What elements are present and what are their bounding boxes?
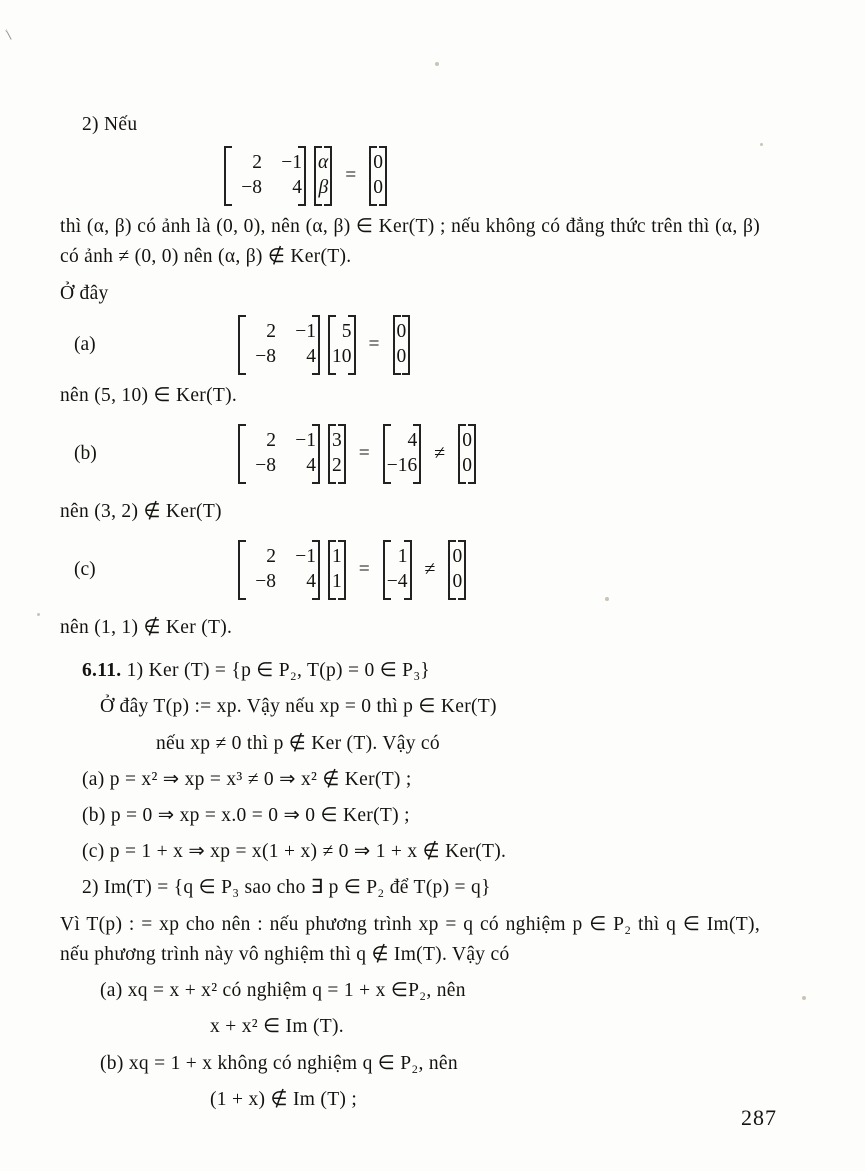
page-number: 287	[741, 1105, 777, 1130]
equals-operator: =	[368, 333, 380, 355]
result-bracket	[383, 424, 422, 484]
equation-b-label: (b)	[74, 442, 97, 464]
exercise-6-11-line	[82, 656, 760, 686]
exercise-number: 6.11.	[82, 660, 122, 682]
zero-vector-bracket	[448, 540, 466, 600]
equation-b	[74, 424, 760, 484]
item-label: (b)	[82, 805, 106, 827]
paragraph-im: Vì T(p) : = xp cho nên : nếu phương trình xp = q có nghiệm p ∈ P₂ thì q ∈ Im(T), nếu phương trình này vô nghiệm thì q ∉ Im(T). Vậy có	[60, 913, 760, 965]
item-label: (b)	[100, 1052, 124, 1074]
equation-c	[74, 540, 760, 600]
matrix-body: 2 −1 −8 4	[255, 546, 316, 592]
equals-operator: =	[345, 165, 357, 187]
paragraph-ker-condition: thì (α, β) có ảnh là (0, 0), nên (α, β) ∈ Ker(T) ; nếu không có đẳng thức trên thì (α, β) có ảnh ≠ (0, 0) nên (α, β) ∉ Ker(T).	[60, 216, 760, 268]
not-equals-operator: ≠	[424, 558, 436, 581]
not-equals-operator: ≠	[434, 442, 446, 465]
item-text: xq = x + x² có nghiệm q = 1 + x ∈P₂, nên	[127, 980, 466, 1002]
paper-speck	[37, 613, 40, 616]
item-label: (a)	[100, 980, 123, 1002]
result-body: 0 0	[373, 152, 383, 199]
item-2-heading: 2) Nếu	[82, 114, 138, 135]
result-a-text: nên (5, 10) ∈ Ker(T).	[60, 384, 238, 406]
exercise-item	[82, 765, 760, 795]
vector-bracket	[328, 315, 356, 375]
zero-vector-body: 0 0	[452, 546, 463, 592]
zero-vector-bracket	[458, 424, 476, 484]
item-label: (c)	[82, 841, 105, 863]
zero-vector-body: 0 0	[462, 429, 472, 476]
vector-bracket	[314, 146, 332, 206]
equation-main	[220, 146, 760, 206]
result-c-text: nên (1, 1) ∉ Ker (T).	[60, 616, 233, 638]
matrix-body: 2 −1 −8 4	[255, 429, 316, 476]
matrix-body: 2 −1 −8 4	[255, 320, 316, 367]
exercise-definition-line-2: nếu xp ≠ 0 thì p ∉ Ker (T). Vậy có	[156, 732, 440, 754]
matrix-bracket	[224, 146, 306, 206]
equation-a	[74, 315, 760, 375]
vector-body: 1 1	[332, 546, 342, 592]
exercise-item-2	[100, 976, 760, 1006]
corner-mark: أ	[5, 30, 14, 43]
equation-c-label: (c)	[74, 558, 96, 580]
exercise-part2-line	[82, 873, 760, 903]
result-bracket	[393, 315, 411, 375]
result-body: 0 0	[396, 320, 407, 367]
exercise-definition-line: Ở đây T(p) := xp. Vậy nếu xp = 0 thì p ∈ Ker(T)	[100, 696, 497, 718]
item-text: p = 0 ⇒ xp = x.0 = 0 ⇒ 0 ∈ Ker(T) ;	[110, 805, 410, 827]
paper-speck	[435, 62, 439, 66]
paper-speck	[760, 143, 763, 146]
result-body: 4 −16	[386, 429, 418, 476]
vector-bracket	[328, 540, 346, 600]
exercise-part1-text: Ker (T) = {p ∈ P₂, T(p) = 0 ∈ P₃}	[148, 660, 431, 682]
item-text: p = x² ⇒ xp = x³ ≠ 0 ⇒ x² ∉ Ker(T) ;	[109, 768, 412, 790]
matrix-bracket	[238, 540, 320, 600]
matrix-bracket	[238, 315, 320, 375]
exercise-part2-text: Im(T) = {q ∈ P₃ sao cho ∃ p ∈ P₂ để T(p) = q}	[104, 877, 491, 899]
exercise-item	[82, 837, 760, 867]
item-text: xq = 1 + x không có nghiệm q ∈ P₂, nên	[128, 1052, 458, 1074]
vector-body: 5 10	[332, 320, 352, 367]
matrix-bracket	[238, 424, 320, 484]
paper-speck	[802, 996, 806, 1000]
vector-body: α β	[318, 152, 329, 199]
exercise-part2-label: 2)	[82, 877, 99, 899]
item-text: p = 1 + x ⇒ xp = x(1 + x) ≠ 0 ⇒ 1 + x ∉ Ker(T).	[109, 841, 507, 863]
matrix-body: 2 −1 −8 4	[241, 152, 302, 199]
equation-a-label: (a)	[74, 333, 96, 355]
display-formula: (1 + x) ∉ Im (T) ;	[210, 1088, 358, 1110]
vector-bracket	[328, 424, 346, 484]
item-label: (a)	[82, 768, 105, 790]
exercise-part1-label: 1)	[126, 660, 144, 682]
exercise-item	[82, 801, 760, 831]
vector-body: 3 2	[332, 429, 342, 476]
result-bracket	[383, 540, 412, 600]
result-body: 1 −4	[386, 546, 408, 592]
equals-operator: =	[358, 442, 370, 464]
page-content	[60, 110, 760, 1115]
equals-operator: =	[358, 558, 370, 580]
result-bracket	[369, 146, 387, 206]
paragraph-o-day: Ở đây	[60, 282, 109, 304]
result-b-text: nên (3, 2) ∉ Ker(T)	[60, 500, 222, 522]
display-formula: x + x² ∈ Im (T).	[210, 1016, 344, 1038]
exercise-item-2	[100, 1049, 760, 1079]
